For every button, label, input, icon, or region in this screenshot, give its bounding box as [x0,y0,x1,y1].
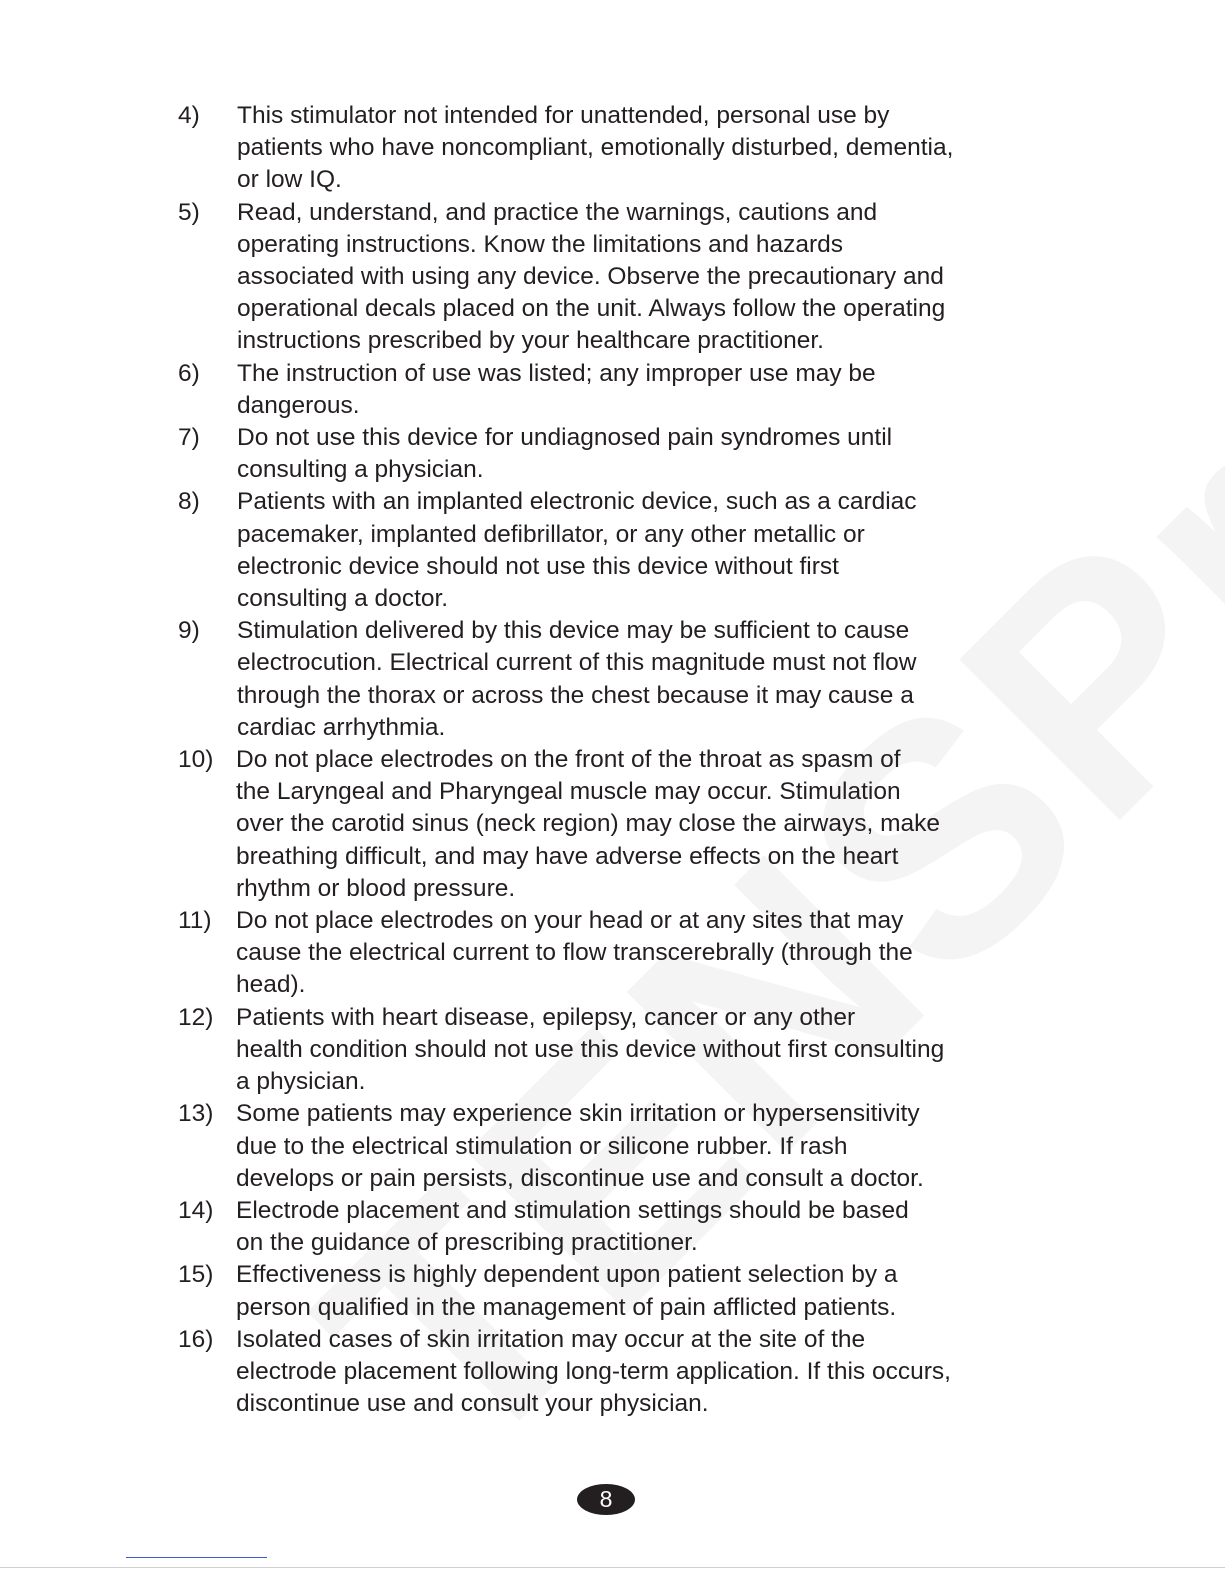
item-line: person qualified in the management of pain afflicted patients. [236,1293,897,1321]
list-item [178,615,1078,744]
item-line: Do not use this device for undiagnosed pain syndromes until [237,424,893,452]
item-line: a physician. [236,1068,366,1096]
item-line: head). [236,971,306,999]
list-item [178,358,1078,422]
item-number: 12) [178,1003,214,1031]
item-line: Do not place electrodes on the front of the throat as spasm of [236,746,901,774]
item-number: 5) [178,198,200,226]
item-line: cause the electrical current to flow transcerebrally (through the [236,939,913,967]
item-line: Stimulation delivered by this device may be sufficient to cause [237,617,910,645]
item-number: 16) [178,1325,214,1353]
item-line: consulting a physician. [237,456,484,484]
item-line: discontinue use and consult your physician. [236,1390,709,1418]
item-number: 11) [178,907,212,935]
item-number: 14) [178,1196,214,1224]
item-text [236,1002,1078,1099]
warnings-list [178,100,1078,1420]
item-line: instructions prescribed by your healthcare practitioner. [237,327,824,355]
item-line: associated with using any device. Observe the precautionary and [237,263,944,291]
list-item [178,100,1078,197]
item-text [237,486,1078,615]
item-text [237,358,1078,422]
item-text [236,1324,1078,1421]
item-number: 6) [178,359,200,387]
item-text [236,905,1078,1002]
item-line: over the carotid sinus (neck region) may close the airways, make [236,810,940,838]
item-text [236,1259,1078,1323]
item-number: 10) [178,746,214,774]
item-line: The instruction of use was listed; any improper use may be [237,359,876,387]
item-line: health condition should not use this device without first consulting [236,1035,945,1063]
item-line: Do not place electrodes on your head or at any sites that may [236,907,904,935]
item-line: consulting a doctor. [237,585,449,613]
list-item [178,486,1078,615]
list-item [178,1259,1078,1323]
list-item [178,1324,1078,1421]
item-text [237,197,1078,358]
item-text [237,422,1078,486]
item-line: or low IQ. [237,166,342,194]
list-item [178,422,1078,486]
item-line: electrode placement following long-term application. If this occurs, [236,1357,951,1385]
item-number: 8) [178,488,200,516]
item-line: the Laryngeal and Pharyngeal muscle may occur. Stimulation [236,778,901,806]
item-line: Some patients may experience skin irritation or hypersensitivity [236,1100,920,1128]
item-line: Patients with heart disease, epilepsy, cancer or any other [236,1003,856,1031]
item-line: dangerous. [237,391,360,419]
item-line: cardiac arrhythmia. [237,713,446,741]
list-item [178,905,1078,1002]
item-line: through the thorax or across the chest because it may cause a [237,681,914,709]
item-text [236,1098,1078,1195]
item-line: Electrode placement and stimulation settings should be based [236,1196,909,1224]
footer-underline [126,1557,267,1558]
list-item [178,197,1078,358]
item-line: operational decals placed on the unit. Always follow the operating [237,295,946,323]
item-line: on the guidance of prescribing practitioner. [236,1229,698,1257]
list-item [178,1195,1078,1259]
item-line: breathing difficult, and may have adverse effects on the heart [236,842,899,870]
item-line: Read, understand, and practice the warnings, cautions and [237,198,878,226]
item-line: rhythm or blood pressure. [236,874,516,902]
item-line: This stimulator not intended for unattended, personal use by [237,102,890,129]
item-number: 7) [178,424,200,452]
item-line: operating instructions. Know the limitations and hazards [237,230,844,258]
item-line: Effectiveness is highly dependent upon patient selection by a [236,1261,898,1289]
item-number: 13) [178,1100,214,1128]
item-line: due to the electrical stimulation or silicone rubber. If rash [236,1132,848,1160]
item-line: develops or pain persists, discontinue use and consult a doctor. [236,1164,924,1192]
list-item [178,1098,1078,1195]
item-text [236,744,1078,905]
list-item [178,744,1078,905]
bottom-rule [0,1567,1225,1568]
item-line: electrocution. Electrical current of this magnitude must not flow [237,649,917,677]
item-line: patients who have noncompliant, emotionally disturbed, dementia, [237,134,954,162]
item-line: Patients with an implanted electronic device, such as a cardiac [237,488,917,516]
item-text [236,1195,1078,1259]
item-line: pacemaker, implanted defibrillator, or any other metallic or [237,520,865,548]
list-item [178,1002,1078,1099]
item-line: Isolated cases of skin irritation may occur at the site of the [236,1325,866,1353]
item-text [237,615,1078,744]
item-number: 15) [178,1261,214,1289]
item-line: electronic device should not use this device without first [237,552,839,580]
item-number: 9) [178,617,200,645]
page-number: 8 [577,1484,635,1515]
item-text [237,100,1078,197]
item-number: 4) [178,102,200,129]
